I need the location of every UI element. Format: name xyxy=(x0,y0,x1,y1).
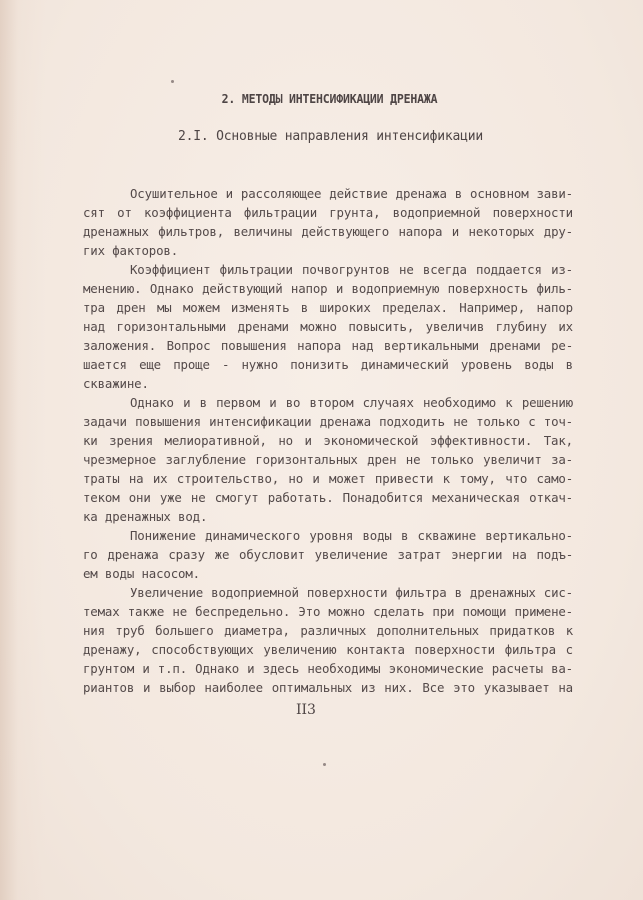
text-line: менению. Однако действующий напор и водоприемную поверхность филь- xyxy=(83,281,573,296)
text-line: темах также не беспредельно. Это можно сделать при помощи примене- xyxy=(83,604,573,619)
section-title: 2. МЕТОДЫ ИНТЕНСИФИКАЦИИ ДРЕНАЖА xyxy=(221,91,438,106)
text-line: над горизонтальными дренами можно повысить, увеличив глубину их xyxy=(83,319,573,334)
text-line: дренажных фильтров, величины действующего напора и некоторых дру- xyxy=(83,224,573,239)
text-line: Однако и в первом и во втором случаях необходимо к решению xyxy=(130,395,573,410)
paper-speck xyxy=(171,80,174,83)
text-line: ка дренажных вод. xyxy=(83,509,208,524)
text-line: скважине. xyxy=(83,376,149,391)
text-line: тра дрен мы можем изменять в широких пределах. Например, напор xyxy=(83,300,573,315)
text-line: дренажу, способствующих увеличению контакта поверхности фильтра с xyxy=(83,642,573,657)
text-line: Осушительное и рассоляющее действие дренажа в основном зави- xyxy=(130,186,573,201)
text-line: ния труб большего диаметра, различных дополнительных придатков к xyxy=(83,623,573,638)
body-text xyxy=(83,184,573,697)
text-line: риантов и выбор наиболее оптимальных из них. Все это указывает на xyxy=(83,680,573,695)
text-line: теком они уже не смогут работать. Понадобится механическая откач- xyxy=(83,490,573,505)
page-number: II3 xyxy=(296,702,316,718)
text-line: сят от коэффициента фильтрации грунта, водоприемной поверхности xyxy=(83,205,573,220)
subsection-title: 2.I. Основные направления интенсификации xyxy=(177,129,484,144)
text-line: Понижение динамического уровня воды в скважине вертикально- xyxy=(130,528,573,543)
text-line: заложения. Вопрос повышения напора над вертикальными дренами ре- xyxy=(83,338,573,353)
text-line: ем воды насосом. xyxy=(83,566,200,581)
paper-speck xyxy=(323,763,326,766)
text-line: Коэффициент фильтрации почвогрунтов не всегда поддается из- xyxy=(130,262,573,277)
text-line: грунтом и т.п. Однако и здесь необходимы экономические расчеты ва- xyxy=(83,661,573,676)
text-line: Увеличение водоприемной поверхности фильтра в дренажных сис- xyxy=(130,585,573,600)
text-line: задачи повышения интенсификации дренажа подходить не только с точ- xyxy=(83,414,573,429)
text-line: шается еще проще - нужно понизить динамический уровень воды в xyxy=(83,357,573,372)
text-line: траты на их строительство, но и может привести к тому, что само- xyxy=(83,471,573,486)
text-line: чрезмерное заглубление горизонтальных дрен не только увеличит за- xyxy=(83,452,573,467)
text-line: ки зрения мелиоративной, но и экономической эффективности. Так, xyxy=(83,433,573,448)
text-line: гих факторов. xyxy=(83,243,179,258)
text-line: го дренажа сразу же обусловит увеличение затрат энергии на подъ- xyxy=(83,547,573,562)
